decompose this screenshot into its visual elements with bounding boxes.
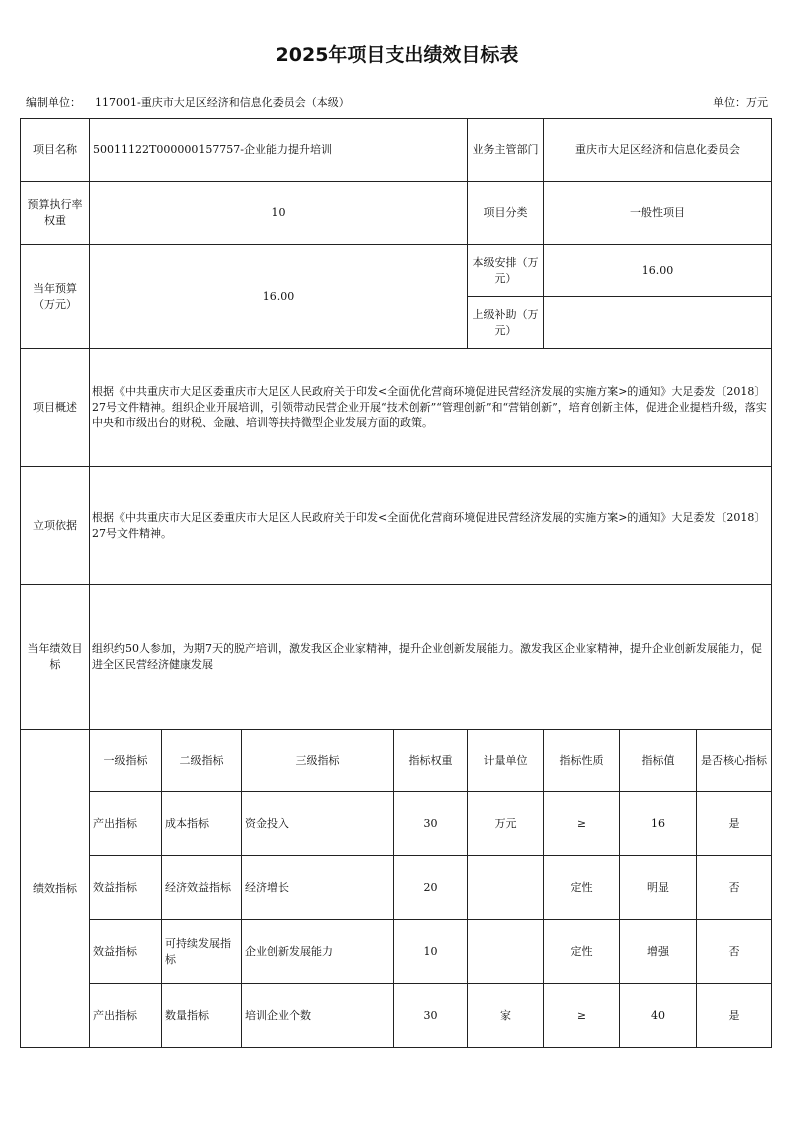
project-name-value: 50011122T000000157757-企业能力提升培训 (90, 119, 468, 182)
table-row (21, 856, 772, 920)
header-weight: 指标权重 (394, 730, 468, 792)
header-level2: 二级指标 (162, 730, 242, 792)
overview-text: 根据《中共重庆市大足区委重庆市大足区人民政府关于印发<全面优化营商环境促进民营经济发展的实施方案>的通知》大足委发〔2018〕27号文件精神。组织企业开展培训，引领带动民营企业开展“技术创新”“管理创新”和“营销创新”，培育创新主体，促进企业提档升级，落实中央和市级出台的财税、金融、培训等扶持微型企业发展方面的政策。 (90, 349, 772, 467)
row1-core: 是 (697, 792, 772, 856)
compiling-unit-value: 117001-重庆市大足区经济和信息化委员会（本级） (95, 96, 350, 109)
goal-row (21, 585, 772, 730)
overview-label: 项目概述 (21, 349, 90, 467)
basis-text: 根据《中共重庆市大足区委重庆市大足区人民政府关于印发<全面优化营商环境促进民营经济发展的实施方案>的通知》大足委发〔2018〕27号文件精神。 (90, 467, 772, 585)
row4-level3: 培训企业个数 (242, 984, 394, 1048)
row2-weight: 20 (394, 856, 468, 920)
row1-value: 16 (620, 792, 697, 856)
row3-value: 增强 (620, 920, 697, 984)
row2-level1: 效益指标 (90, 856, 162, 920)
budget-label: 当年预算（万元） (21, 245, 90, 349)
table-row (21, 792, 772, 856)
budget-row-1 (21, 245, 772, 297)
goal-label: 当年绩效目标 (21, 585, 90, 730)
row3-level3: 企业创新发展能力 (242, 920, 394, 984)
project-name-row (21, 119, 772, 182)
row2-value: 明显 (620, 856, 697, 920)
weight-row (21, 182, 772, 245)
weight-value: 10 (90, 182, 468, 245)
project-name-label: 项目名称 (21, 119, 90, 182)
header-nature: 指标性质 (544, 730, 620, 792)
basis-row (21, 467, 772, 585)
dept-label: 业务主管部门 (468, 119, 544, 182)
row3-nature: 定性 (544, 920, 620, 984)
row4-unit: 家 (468, 984, 544, 1048)
page-title: 2025年项目支出绩效目标表 (275, 44, 519, 66)
row1-level2: 成本指标 (162, 792, 242, 856)
row1-level1: 产出指标 (90, 792, 162, 856)
row4-level1: 产出指标 (90, 984, 162, 1048)
header-level1: 一级指标 (90, 730, 162, 792)
table-row (21, 984, 772, 1048)
header-level3: 三级指标 (242, 730, 394, 792)
row4-nature: ≥ (544, 984, 620, 1048)
row4-value: 40 (620, 984, 697, 1048)
row1-unit: 万元 (468, 792, 544, 856)
category-value: 一般性项目 (544, 182, 772, 245)
row2-level3: 经济增长 (242, 856, 394, 920)
row3-weight: 10 (394, 920, 468, 984)
indicator-header-row (21, 730, 772, 792)
local-arrangement-label: 本级安排（万元） (468, 245, 544, 297)
table-row (21, 920, 772, 984)
row4-weight: 30 (394, 984, 468, 1048)
indicators-section-label: 绩效指标 (21, 730, 90, 1048)
goal-text: 组织约50人参加，为期7天的脱产培训，激发我区企业家精神，提升企业创新发展能力。激发我区企业家精神，提升企业创新发展能力，促进全区民营经济健康发展 (90, 585, 772, 730)
header-value: 指标值 (620, 730, 697, 792)
compiling-unit-label: 编制单位： (26, 96, 81, 109)
header-unit: 计量单位 (468, 730, 544, 792)
row1-weight: 30 (394, 792, 468, 856)
basis-label: 立项依据 (21, 467, 90, 585)
upper-subsidy-label: 上级补助（万元） (468, 297, 544, 349)
local-arrangement-value: 16.00 (544, 245, 772, 297)
compiling-unit (26, 94, 350, 110)
row4-core: 是 (697, 984, 772, 1048)
weight-label: 预算执行率权重 (21, 182, 90, 245)
dept-value: 重庆市大足区经济和信息化委员会 (544, 119, 772, 182)
row3-unit (468, 920, 544, 984)
row2-unit (468, 856, 544, 920)
overview-row (21, 349, 772, 467)
row2-nature: 定性 (544, 856, 620, 920)
row1-level3: 资金投入 (242, 792, 394, 856)
row2-level2: 经济效益指标 (162, 856, 242, 920)
category-label: 项目分类 (468, 182, 544, 245)
row3-level2: 可持续发展指标 (162, 920, 242, 984)
budget-value: 16.00 (90, 245, 468, 349)
performance-target-table (20, 118, 772, 1048)
row3-level1: 效益指标 (90, 920, 162, 984)
row3-core: 否 (697, 920, 772, 984)
row2-core: 否 (697, 856, 772, 920)
row4-level2: 数量指标 (162, 984, 242, 1048)
header-core: 是否核心指标 (697, 730, 772, 792)
upper-subsidy-value (544, 297, 772, 349)
row1-nature: ≥ (544, 792, 620, 856)
currency-unit: 单位：万元 (713, 96, 768, 109)
